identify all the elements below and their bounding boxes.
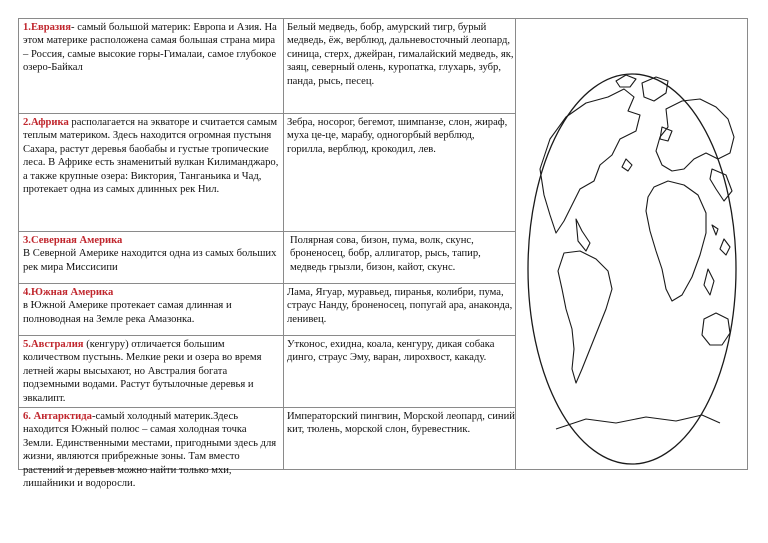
table-row-eurasia xyxy=(19,19,516,114)
animals-cell: Лама, Ягуар, муравьед, пиранья, колибри, пума, страус Нанду, броненосец, попугай ара, анаконда, ленивец. xyxy=(287,287,513,325)
continent-title: 5.Австралия xyxy=(23,339,84,350)
table-row-antarctica xyxy=(19,408,516,490)
continent-title: 2.Африка xyxy=(23,117,69,128)
world-map-cell xyxy=(516,19,749,471)
animals-cell: Императорский пингвин, Морской леопард, синий кит, тюлень, морской слон, буревестник. xyxy=(287,411,515,436)
continent-description: в Южной Америке протекает самая длинная и полноводная на Земле река Амазонка. xyxy=(23,300,232,325)
world-map-outline-icon xyxy=(516,19,749,471)
animals-cell: Полярная сова, бизон, пума, волк, скунс, броненосец, бобр, аллигатор, рысь, тапир, медведь грызли, бизон, кайот, скунс. xyxy=(290,235,481,273)
continent-title: 4.Южная Америка xyxy=(23,287,114,298)
continent-description: располагается на экваторе и считается самым теплым материком. Здесь находится огромная пустыня Сахара, растут деревья баобабы и густые тропические леса. В Африке есть знаменитый вулкан Килиманджаро, а также крупные озера: Виктория, Танганьика и Чад, протекает одна из самых длинных рек Нил. xyxy=(23,117,279,196)
animals-cell: Зебра, носорог, бегемот, шимпанзе, слон, жираф, муха це-це, марабу, одногорбый верблюд, горилла, верблюд, крокодил, лев. xyxy=(287,117,508,155)
continent-description-cell xyxy=(23,116,279,196)
continent-title: 6. Антарктида xyxy=(23,411,92,422)
continent-description-cell xyxy=(23,234,279,274)
animals-cell: Белый медведь, бобр, амурский тигр, бурый медведь, ёж, верблюд, дальневосточный леопард, синица, стерх, джейран, гималайский медведь, як, заяц, северный олень, куропатка, глухарь, зубр, панда, рысь, песец. xyxy=(287,22,514,87)
table-row-australia xyxy=(19,336,516,408)
continent-description-cell xyxy=(23,21,279,75)
animals-cell: Утконос, ехидна, коала, кенгуру, дикая собака динго, страус Эму, варан, лирохвост, какаду. xyxy=(287,339,495,364)
table-row-north-america xyxy=(19,232,516,284)
continent-description: -самый холодный материк.Здесь находится Южный полюс – самая холодная точка Земли. Единственными местами, пригодными здесь для жизни, являются прибрежные зоны. Там вместо растений и деревьев можно найти только мхи, лишайники и водоросли. xyxy=(23,411,277,490)
continent-description: В Северной Америке находится одна из самых больших рек мира Миссисипи xyxy=(23,248,277,273)
continent-description-cell xyxy=(23,410,279,490)
continent-title: 1.Евразия xyxy=(23,22,72,33)
continent-description-cell xyxy=(23,338,279,405)
continent-title: 3.Северная Америка xyxy=(23,235,123,246)
continent-description: - самый большой материк: Европа и Азия. На этом материке расположена самая большая страна мира – Россия, самые высокие горы-Гималаи, самое глубокое озеро-Байкал xyxy=(23,22,277,74)
table-row-africa xyxy=(19,114,516,232)
column-divider xyxy=(283,19,284,469)
continent-description-cell xyxy=(23,286,279,326)
table-row-south-america xyxy=(19,284,516,336)
continents-table xyxy=(18,18,748,490)
continent-description: (кенгуру) отличается большим количеством пустынь. Мелкие реки и озера во время летней жары высыхают, но Австралия богата подземными водами. Растут бутылочные деревья и эвкалипт. xyxy=(23,339,262,404)
